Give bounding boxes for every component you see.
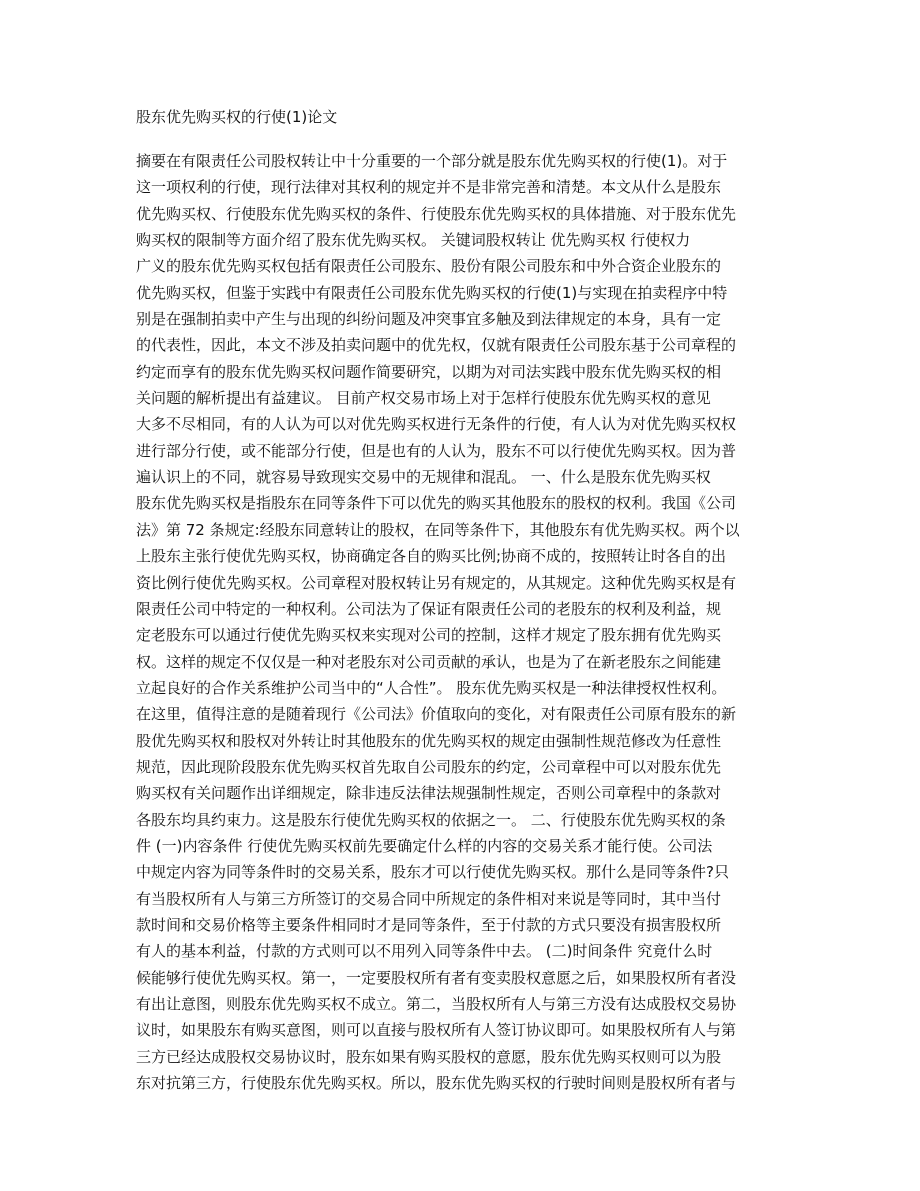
document-title: 股东优先购买权的行使(1)论文 — [136, 108, 338, 126]
document-body — [136, 148, 786, 1096]
text-line-17: 资比例行使优先购买权。公司章程对股权转让另有规定的，从其规定。这种优先购买权是有 — [136, 573, 737, 592]
text-line-25: 购买权有关问题作出详细规定，除非违反法律法规强制性规定，否则公司章程中的条款对 — [136, 784, 722, 803]
text-line-6: 优先购买权，但鉴于实践中有限责任公司股东优先购买权的行使(1)与实现在拍卖程序中特 — [136, 283, 728, 302]
text-line-28: 中规定内容为同等条件时的交易关系，股东才可以行使优先购买权。那什么是同等条件?只 — [136, 863, 729, 882]
text-line-11: 大多不尽相同，有的人认为可以对优先购买权进行无条件的行使，有人认为对优先购买权权 — [136, 415, 737, 434]
text-line-4: 购买权的限制等方面介绍了股东优先购买权。 关键词股权转让 优先购买权 行使权力 — [136, 231, 691, 250]
text-line-24: 规范，因此现阶段股东优先购买权首先取自公司股东的约定，公司章程中可以对股东优先 — [136, 757, 722, 776]
text-line-27: 件 (一)内容条件 行使优先购买权前先要确定什么样的内容的交易关系才能行使。公司法 — [136, 836, 713, 855]
text-line-21: 立起良好的合作关系维护公司当中的“人合性”。 股东优先购买权是一种法律授权性权利。 — [136, 678, 727, 697]
text-line-8: 的代表性，因此，本文不涉及拍卖问题中的优先权，仅就有限责任公司股东基于公司章程的 — [136, 336, 737, 355]
text-line-16: 上股东主张行使优先购买权，协商确定各自的购买比例;协商不成的，按照转让时各自的出 — [136, 547, 727, 566]
text-line-20: 权。这样的规定不仅仅是一种对老股东对公司贡献的承认，也是为了在新老股东之间能建 — [136, 652, 722, 671]
text-line-29: 有当股权所有人与第三方所签订的交易合同中所规定的条件相对来说是等同时，其中当付 — [136, 889, 722, 908]
text-line-23: 股优先购买权和股权对外转让时其他股东的优先购买权的规定由强制性规范修改为任意性 — [136, 731, 722, 750]
text-line-2: 这一项权利的行使，现行法律对其权利的规定并不是非常完善和清楚。本文从什么是股东 — [136, 178, 722, 197]
text-line-12: 进行部分行使，或不能部分行使，但是也有的人认为，股东不可以行使优先购买权。因为普 — [136, 441, 737, 460]
text-line-3: 优先购买权、行使股东优先购买权的条件、行使股东优先购买权的具体措施、对于股东优先 — [136, 204, 737, 223]
text-line-34: 议时，如果股东有购买意图，则可以直接与股权所有人签订协议即可。如果股权所有人与第 — [136, 1021, 737, 1040]
text-line-18: 限责任公司中特定的一种权利。公司法为了保证有限责任公司的老股东的权利及利益，规 — [136, 599, 722, 618]
text-line-7: 别是在强制拍卖中产生与出现的纠纷问题及冲突事宜多触及到法律规定的本身，具有一定 — [136, 310, 722, 329]
text-line-30: 款时间和交易价格等主要条件相同时才是同等条件，至于付款的方式只要没有损害股权所 — [136, 915, 722, 934]
text-line-31: 有人的基本利益，付款的方式则可以不用列入同等条件中去。 (二)时间条件 究竟什么时 — [136, 942, 713, 961]
text-line-15: 法》第 72 条规定:经股东同意转让的股权，在同等条件下，其他股东有优先购买权。两个以 — [136, 520, 740, 539]
text-line-10: 关问题的解析提出有益建议。 目前产权交易市场上对于怎样行使股东优先购买权的意见 — [136, 389, 711, 408]
text-line-35: 三方已经达成股权交易协议时，股东如果有购买股权的意愿，股东优先购买权则可以为股 — [136, 1047, 722, 1066]
text-line-33: 有出让意图，则股东优先购买权不成立。第二，当股权所有人与第三方没有达成股权交易协 — [136, 995, 737, 1013]
text-line-32: 候能够行使优先购买权。第一，一定要股权所有者有变卖股权意愿之后，如果股权所有者没 — [136, 968, 737, 987]
text-line-13: 遍认识上的不同，就容易导致现实交易中的无规律和混乱。 一、什么是股东优先购买权 — [136, 468, 711, 487]
text-line-19: 定老股东可以通过行使优先购买权来实现对公司的控制，这样才规定了股东拥有优先购买 — [136, 626, 722, 645]
text-line-26: 各股东均具约束力。这是股东行使优先购买权的依据之一。 二、行使股东优先购买权的条 — [136, 810, 726, 829]
text-line-1: 摘要在有限责任公司股权转让中十分重要的一个部分就是股东优先购买权的行使(1)。对于 — [136, 152, 728, 170]
text-line-9: 约定而享有的股东优先购买权问题作简要研究，以期为对司法实践中股东优先购买权的相 — [136, 362, 722, 381]
text-line-36: 东对抗第三方，行使股东优先购买权。所以，股东优先购买权的行驶时间则是股权所有者与 — [136, 1074, 737, 1093]
text-line-22: 在这里，值得注意的是随着现行《公司法》价值取向的变化，对有限责任公司原有股东的新 — [136, 705, 737, 724]
text-line-5: 广义的股东优先购买权包括有限责任公司股东、股份有限公司股东和中外合资企业股东的 — [136, 257, 722, 276]
text-line-14: 股东优先购买权是指股东在同等条件下可以优先的购买其他股东的股权的权利。我国《公司 — [136, 494, 737, 513]
